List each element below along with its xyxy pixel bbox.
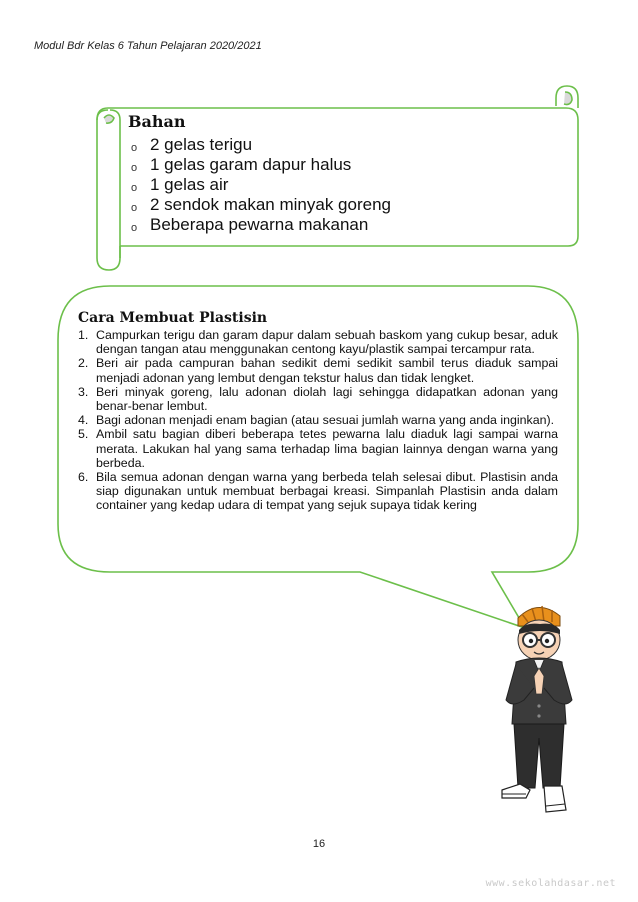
- material-text: 2 gelas terigu: [150, 135, 253, 154]
- list-item: [128, 175, 568, 195]
- step-text: Beri minyak goreng, lalu adonan diolah lagi sehingga didapatkan adonan yang benar-benar lembut.: [96, 384, 558, 414]
- page-header: Modul Bdr Kelas 6 Tahun Pelajaran 2020/2021: [34, 40, 262, 52]
- list-item: [128, 215, 568, 235]
- boy-character-illustration: [496, 596, 580, 818]
- bullet-icon: o: [131, 222, 138, 234]
- step-text: Bila semua adonan dengan warna yang berbeda telah selesai dibut. Plastisin anda siap digunakan untuk membuat berbagai kreasi. Simpanlah Plastisin anda dalam container yang kedap udara di tempat yang sejuk supaya tidak kering: [96, 470, 558, 513]
- step-number: 6.: [78, 470, 89, 485]
- list-item: [128, 135, 568, 155]
- step-number: 2.: [78, 356, 89, 371]
- materials-items: [128, 135, 568, 235]
- step-text: Ambil satu bagian diberi beberapa tetes pewarna lalu diaduk lagi sampai warna merata. Lakukan hal yang sama terhadap lima bagian lainnya dengan warna yang berbeda.: [96, 427, 558, 470]
- step-number: 4.: [78, 413, 89, 428]
- bullet-icon: o: [131, 202, 138, 214]
- material-text: Beberapa pewarna makanan: [150, 215, 369, 234]
- material-text: 1 gelas air: [150, 175, 229, 194]
- page-number: 16: [312, 838, 326, 850]
- step-text: Bagi adonan menjadi enam bagian (atau sesuai jumlah warna yang anda inginkan).: [96, 413, 555, 428]
- bullet-icon: o: [131, 162, 138, 174]
- materials-title: Bahan: [128, 112, 186, 131]
- step-number: 5.: [78, 427, 89, 442]
- steps-section: [78, 310, 558, 513]
- step-text: Beri air pada campuran bahan sedikit demi sedikit sambil terus diaduk sampai menjadi adonan yang lembut dengan tekstur halus dan tidak lengket.: [96, 356, 558, 385]
- bullet-icon: o: [131, 142, 138, 154]
- material-text: 2 sendok makan minyak goreng: [150, 195, 391, 214]
- step-text: Campurkan terigu dan garam dapur dalam sebuah baskom yang cukup besar, aduk dengan tangan atau menggunakan centong kayu/plastik sampai tercampur rata.: [96, 328, 558, 357]
- steps-list: [78, 328, 558, 513]
- list-item: [78, 413, 558, 427]
- watermark-text: www.sekolahdasar.net: [485, 878, 616, 889]
- step-number: 3.: [78, 384, 89, 399]
- materials-list: [128, 112, 568, 235]
- bullet-icon: o: [131, 182, 138, 194]
- list-item: [128, 155, 568, 175]
- list-item: [78, 427, 558, 470]
- list-item: [78, 356, 558, 384]
- list-item: [128, 195, 568, 215]
- material-text: 1 gelas garam dapur halus: [150, 155, 352, 174]
- list-item: [78, 470, 558, 513]
- steps-title: Cara Membuat Plastisin: [78, 310, 268, 326]
- list-item: [78, 385, 558, 413]
- list-item: [78, 328, 558, 356]
- step-number: 1.: [78, 328, 89, 342]
